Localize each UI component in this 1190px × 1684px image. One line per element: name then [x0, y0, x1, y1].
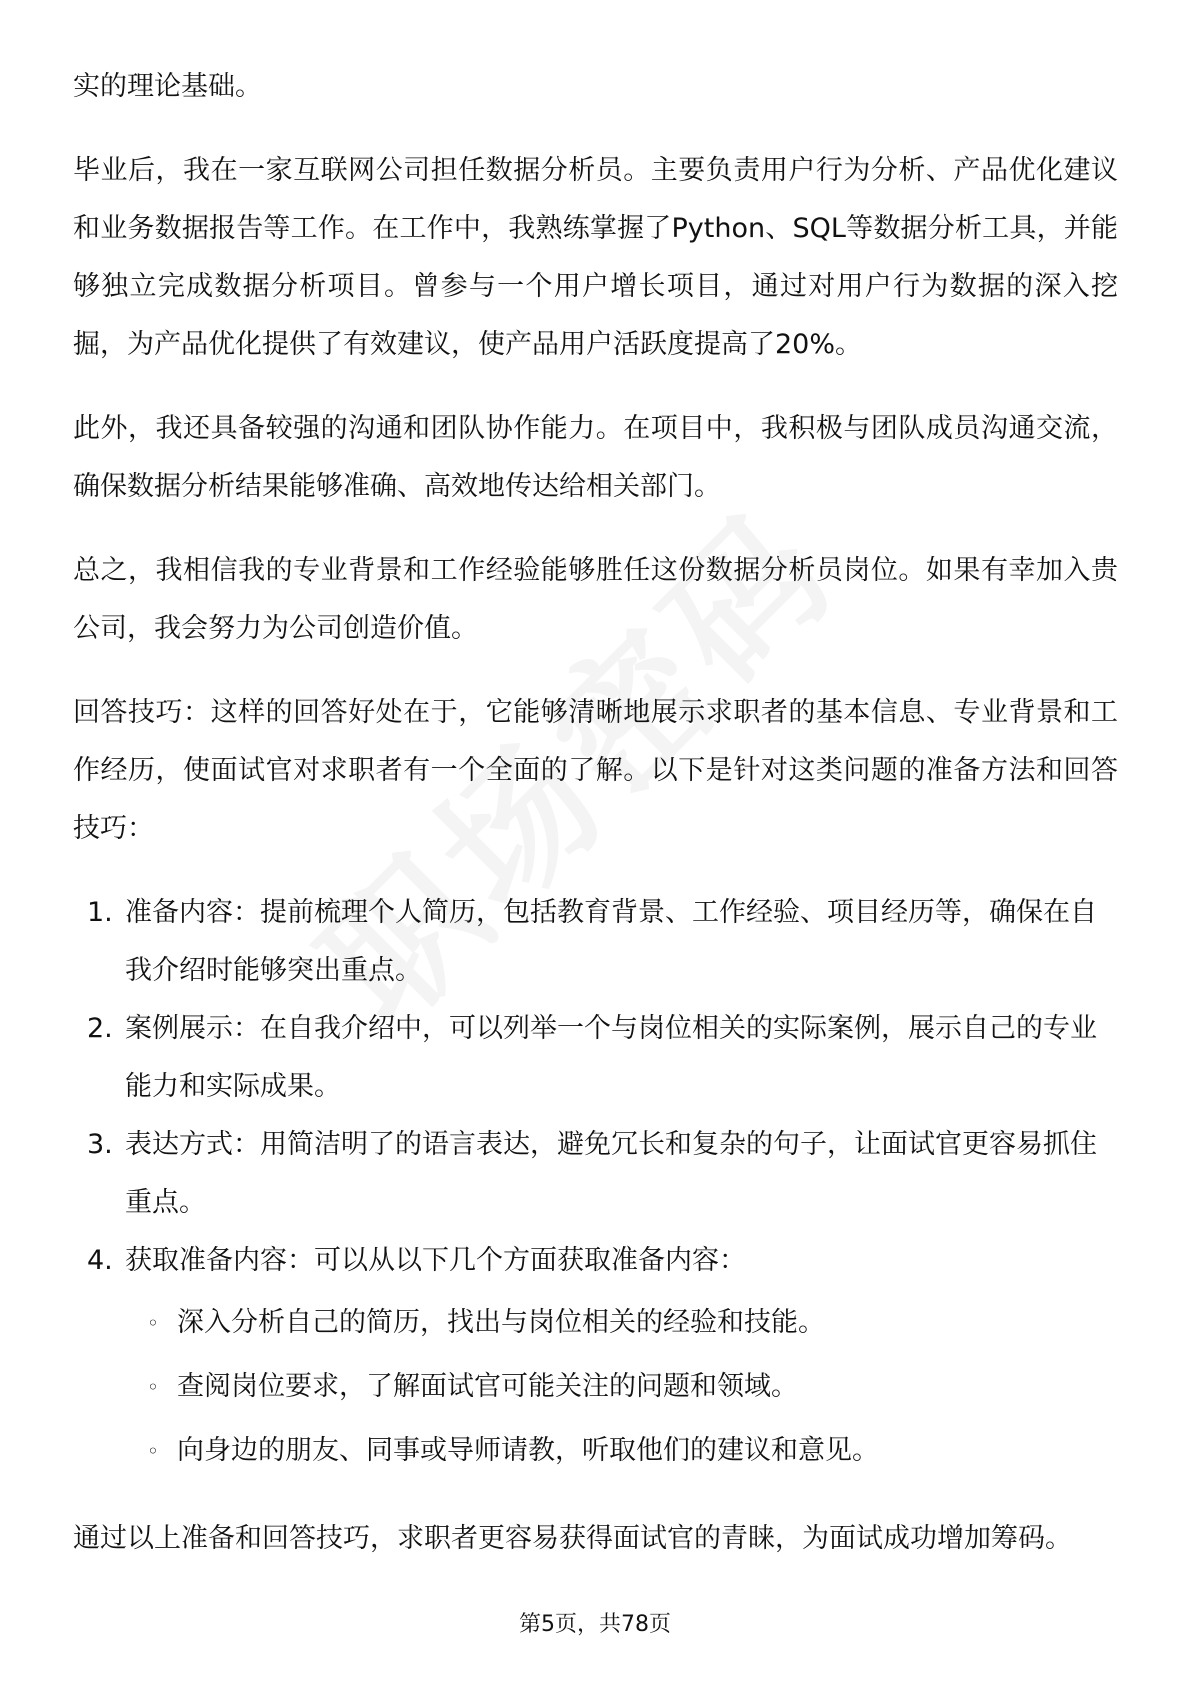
list-item-text: 案例展示：在自我介绍中，可以列举一个与岗位相关的实际案例，展示自己的专业能力和实际成果。 — [125, 1013, 1097, 1102]
document-body — [73, 58, 1118, 1594]
bullet-sublist — [125, 1294, 1118, 1480]
paragraph-soft-skills: 此外，我还具备较强的沟通和团队协作能力。在项目中，我积极与团队成员沟通交流，确保数据分析结果能够准确、高效地传达给相关部门。 — [73, 413, 1118, 502]
bullet-icon: ◦ — [147, 1375, 159, 1399]
sublist-item — [125, 1358, 1118, 1416]
paragraph-work-experience: 毕业后，我在一家互联网公司担任数据分析员。主要负责用户行为分析、产品优化建议和业务数据报告等工作。在工作中，我熟练掌握了Python、SQL等数据分析工具，并能够独立完成数据分析项目。曾参与一个用户增长项目，通过对用户行为数据的深入挖掘，为产品优化提供了有效建议，使产品用户活跃度提高了20%。 — [73, 155, 1118, 360]
paragraph-answer-tips: 回答技巧：这样的回答好处在于，它能够清晰地展示求职者的基本信息、专业背景和工作经历，使面试官对求职者有一个全面的了解。以下是针对这类问题的准备方法和回答技巧： — [73, 697, 1118, 844]
list-item-text: 准备内容：提前梳理个人简历，包括教育背景、工作经验、项目经历等，确保在自我介绍时能够突出重点。 — [125, 897, 1097, 986]
list-item — [73, 1000, 1118, 1116]
list-item — [73, 1116, 1118, 1232]
list-item — [73, 884, 1118, 1000]
list-item-text: 表达方式：用简洁明了的语言表达，避免冗长和复杂的句子，让面试官更容易抓住重点。 — [125, 1129, 1097, 1218]
paragraph-continuation: 实的理论基础。 — [73, 71, 262, 102]
sublist-item-text: 深入分析自己的简历，找出与岗位相关的经验和技能。 — [177, 1307, 825, 1338]
list-item — [73, 1232, 1118, 1480]
list-item-number: 1. — [87, 897, 113, 928]
list-item-text: 获取准备内容：可以从以下几个方面获取准备内容： — [125, 1245, 746, 1276]
list-item-number: 4. — [87, 1245, 113, 1276]
list-item-number: 2. — [87, 1013, 113, 1044]
sublist-item — [125, 1422, 1118, 1480]
sublist-item-text: 查阅岗位要求，了解面试官可能关注的问题和领域。 — [177, 1371, 798, 1402]
paragraph-conclusion: 总之，我相信我的专业背景和工作经验能够胜任这份数据分析员岗位。如果有幸加入贵公司，我会努力为公司创造价值。 — [73, 555, 1118, 644]
page-number: 第5页，共78页 — [519, 1612, 671, 1637]
sublist-item-text: 向身边的朋友、同事或导师请教，听取他们的建议和意见。 — [177, 1435, 879, 1466]
paragraph-summary: 通过以上准备和回答技巧，求职者更容易获得面试官的青睐，为面试成功增加筹码。 — [73, 1523, 1072, 1554]
numbered-list — [73, 884, 1118, 1480]
sublist-item — [125, 1294, 1118, 1352]
list-item-number: 3. — [87, 1129, 113, 1160]
bullet-icon: ◦ — [147, 1439, 159, 1463]
bullet-icon: ◦ — [147, 1311, 159, 1335]
